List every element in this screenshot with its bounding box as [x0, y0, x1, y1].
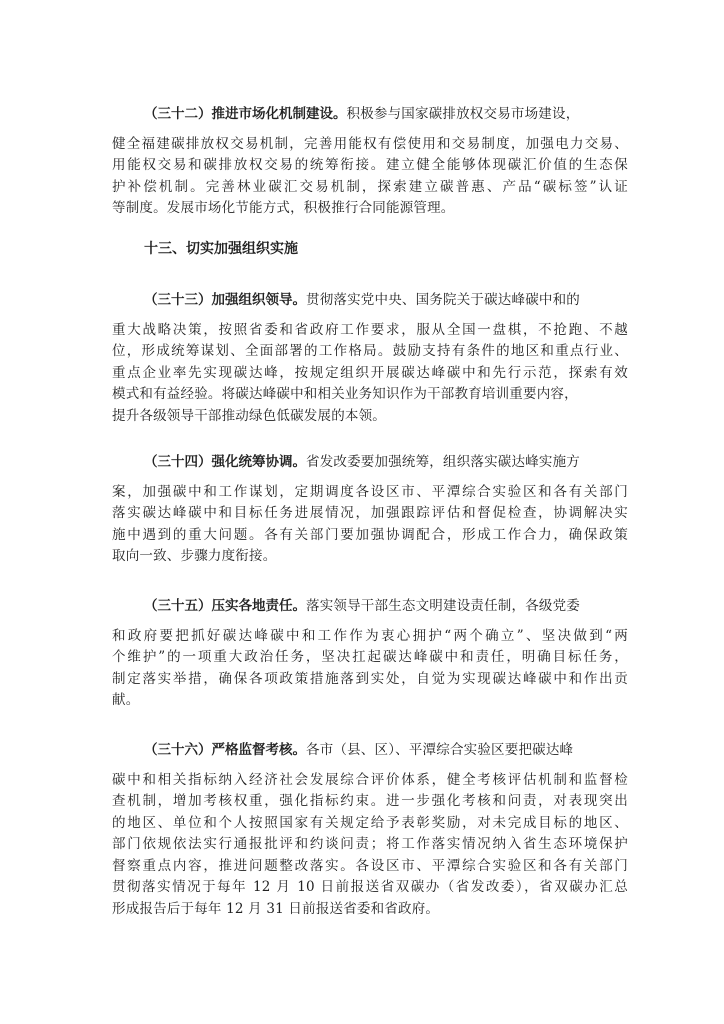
paragraph-line: 个维护”的一项重大政治任务，坚决扛起碳达峰碳中和责任，明确目标任务， [112, 649, 628, 665]
paragraph-text: 落实领导干部生态文明建设责任制，各级党委 [306, 598, 580, 614]
paragraph-first-line [112, 104, 628, 126]
paragraph-first-line [112, 452, 628, 474]
paragraph-line: 的地区、单位和个人按照国家有关规定给予表彰奖励，对未完成目标的地区、 [112, 814, 628, 831]
paragraph-line: 部门依规依法实行通报批评和约谈问责；将工作落实情况纳入省生态环境保护 [112, 836, 628, 852]
paragraph-line: 查机制，增加考核权重，强化指标约束。进一步强化考核和问责，对表现突出 [112, 793, 628, 809]
paragraph-line: 形成报告后于每年 12 月 31 日前报送省委和省政府。 [112, 900, 440, 917]
paragraph-text: 各市（县、区）、平潭综合实验区要把碳达峰 [306, 742, 574, 758]
paragraph-line: 健全福建碳排放权交易机制，完善用能权有偿使用和交易制度，加强电力交易、 [112, 135, 628, 152]
paragraph-line: 施中遇到的重大问题。各有关部门要加强协调配合，形成工作合力，确保政策 [112, 526, 628, 543]
paragraph-first-line [112, 596, 628, 618]
paragraph-line: 落实碳达峰碳中和目标任务进展情况，加强跟踪评估和督促检查，协调解决实 [112, 505, 628, 521]
paragraph-line: 制定落实举措，确保各项政策措施落到实处，自觉为实现碳达峰碳中和作出贡 [112, 670, 628, 687]
paragraph-35 [112, 596, 628, 712]
paragraph-line: 督察重点内容，推进问题整改落实。各设区市、平潭综合实验区和各有关部门 [112, 857, 628, 874]
paragraph-line: 位，形成统筹谋划、全面部署的工作格局。鼓励支持有条件的地区和重点行业、 [112, 343, 628, 359]
paragraph-text: 省发改委要加强统筹，组织落实碳达峰实施方 [306, 454, 580, 470]
paragraph-first-line [112, 290, 628, 312]
paragraph-line: 案，加强碳中和工作谋划，定期调度各设区市、平潭综合实验区和各有关部门 [112, 483, 628, 500]
paragraph-36 [112, 740, 628, 920]
paragraph-line: 重点企业率先实现碳达峰，按规定组织开展碳达峰碳中和先行示范，探索有效 [112, 364, 628, 381]
paragraph-first-line [112, 740, 628, 762]
paragraph-line: 碳中和相关指标纳入经济社会发展综合评价体系，健全考核评估机制和监督检 [112, 771, 628, 788]
paragraph-34 [112, 452, 628, 568]
paragraph-line: 重大战略决策，按照省委和省政府工作要求，服从全国一盘棋，不抢跑、不越 [112, 321, 628, 338]
section-title: 十三、切实加强组织实施 [144, 241, 298, 257]
paragraph-heading: （三十六）严格监督考核。 [144, 742, 306, 758]
paragraph-line: 贯彻落实情况于每年 12 月 10 日前报送省双碳办（省发改委），省双碳办汇总 [112, 879, 628, 895]
paragraph-line: 提升各级领导干部推动绿色低碳发展的本领。 [112, 407, 386, 424]
paragraph-line: 献。 [112, 692, 140, 708]
paragraph-text: 贯彻落实党中央、国务院关于碳达峰碳中和的 [306, 292, 580, 308]
paragraph-line: 和政府要把抓好碳达峰碳中和工作作为衷心拥护“两个确立”、坚决做到“两 [112, 627, 628, 644]
paragraph-line: 等制度。发展市场化节能方式，积极推行合同能源管理。 [112, 200, 455, 216]
paragraph-line: 取向一致、步骤力度衔接。 [112, 548, 277, 564]
paragraph-line: 用能权交易和碳排放权交易的统筹衔接。建立健全能够体现碳汇价值的生态保 [112, 157, 628, 173]
paragraph-heading: （三十三）加强组织领导。 [144, 292, 306, 308]
paragraph-heading: （三十二）推进市场化机制建设。 [144, 106, 347, 122]
paragraph-heading: （三十四）强化统筹协调。 [144, 454, 306, 470]
paragraph-line: 护补偿机制。完善林业碳汇交易机制，探索建立碳普惠、产品“碳标签”认证 [112, 178, 628, 195]
paragraph-33 [112, 290, 628, 427]
paragraph-heading: （三十五）压实各地责任。 [144, 598, 306, 614]
paragraph-line: 模式和有益经验。将碳达峰碳中和相关业务知识作为干部教育培训重要内容， [112, 386, 578, 402]
paragraph-32 [112, 104, 628, 220]
paragraph-text: 积极参与国家碳排放权交易市场建设， [346, 106, 580, 122]
